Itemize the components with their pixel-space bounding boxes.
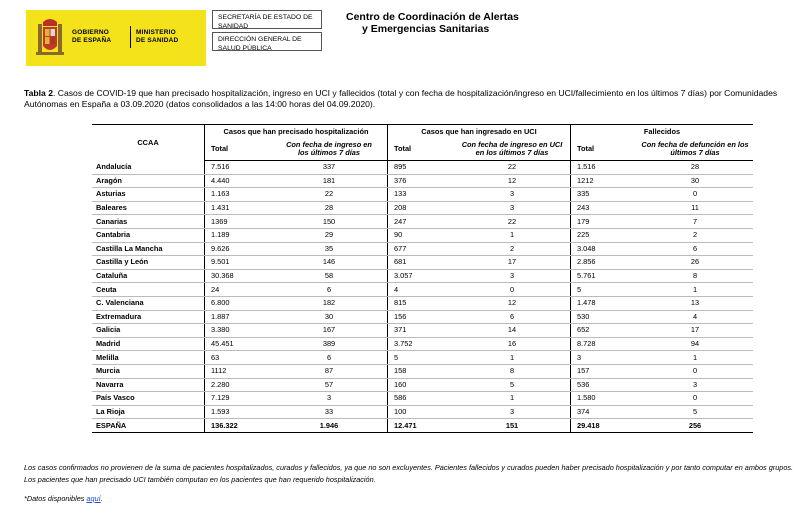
table-row bbox=[92, 256, 753, 270]
table-cell: 151 bbox=[454, 419, 571, 433]
table-cell: 179 bbox=[571, 215, 638, 229]
ccaa-name: Aragón bbox=[92, 174, 205, 188]
table-cell: 22 bbox=[454, 215, 571, 229]
table-cell: 1369 bbox=[205, 215, 272, 229]
table-cell: 3.048 bbox=[571, 242, 638, 256]
table-row bbox=[92, 215, 753, 229]
ccaa-name: C. Valenciana bbox=[92, 296, 205, 310]
table-cell: 1.946 bbox=[271, 419, 388, 433]
table-cell: 3 bbox=[454, 201, 571, 215]
ministerio-text: MINISTERIO DE SANIDAD bbox=[136, 29, 179, 44]
table-cell: 1.189 bbox=[205, 228, 272, 242]
ccaa-name: La Rioja bbox=[92, 405, 205, 419]
table-row bbox=[92, 201, 753, 215]
table-cell: 1 bbox=[454, 351, 571, 365]
header-fallecidos: Fallecidos bbox=[571, 125, 754, 139]
data-note: *Datos disponibles aquí. bbox=[24, 494, 103, 503]
table-cell: 133 bbox=[388, 188, 455, 202]
table-row bbox=[92, 364, 753, 378]
footnote: Los casos confirmados no provienen de la suma de pacientes hospitalizados, curados y fallecidos, ya que no son excluyentes. Pacientes fallecidos y curados pueden haber precisado hospitalización y por tanto computar en ambos grupos. Los pacientes que han precisado UCI también computan en los pacientes que han requerido hospitalización. bbox=[24, 463, 794, 484]
header-hospitalizacion: Casos que han precisado hospitalización bbox=[205, 125, 388, 139]
table-cell: 146 bbox=[271, 256, 388, 270]
ccaa-name: Cataluña bbox=[92, 269, 205, 283]
table-cell: 530 bbox=[571, 310, 638, 324]
table-cell: 3.380 bbox=[205, 324, 272, 338]
covid-table bbox=[92, 124, 753, 433]
table-cell: 30 bbox=[637, 174, 753, 188]
table-cell: 63 bbox=[205, 351, 272, 365]
table-cell: 16 bbox=[454, 337, 571, 351]
ccaa-name: Andalucía bbox=[92, 161, 205, 175]
table-cell: 12 bbox=[454, 296, 571, 310]
table-row bbox=[92, 269, 753, 283]
table-row bbox=[92, 228, 753, 242]
table-cell: 3.752 bbox=[388, 337, 455, 351]
table-cell: 6.800 bbox=[205, 296, 272, 310]
table-cell: 3 bbox=[454, 405, 571, 419]
table-cell: 389 bbox=[271, 337, 388, 351]
table-cell: 247 bbox=[388, 215, 455, 229]
table-cell: 87 bbox=[271, 364, 388, 378]
table-cell: 11 bbox=[637, 201, 753, 215]
table-cell: 1.887 bbox=[205, 310, 272, 324]
table-cell: 1.580 bbox=[571, 392, 638, 406]
table-cell: 0 bbox=[637, 188, 753, 202]
table-row bbox=[92, 351, 753, 365]
header-sub-uci: Con fecha de ingreso en UCI en los últimos 7 días bbox=[454, 138, 571, 161]
table-cell: 0 bbox=[454, 283, 571, 297]
table-cell: 652 bbox=[571, 324, 638, 338]
caption-label: Tabla 2 bbox=[24, 88, 53, 98]
table-cell: 208 bbox=[388, 201, 455, 215]
table-cell: 374 bbox=[571, 405, 638, 419]
table-cell: 94 bbox=[637, 337, 753, 351]
table-cell: 2 bbox=[637, 228, 753, 242]
table-cell: 3 bbox=[571, 351, 638, 365]
table-cell: 9.501 bbox=[205, 256, 272, 270]
table-cell: 8 bbox=[637, 269, 753, 283]
table-cell: 815 bbox=[388, 296, 455, 310]
table-cell: 2.856 bbox=[571, 256, 638, 270]
table-cell: 12.471 bbox=[388, 419, 455, 433]
table-cell: 6 bbox=[637, 242, 753, 256]
table-cell: 2 bbox=[454, 242, 571, 256]
table-cell: 26 bbox=[637, 256, 753, 270]
table-row bbox=[92, 324, 753, 338]
table-cell: 536 bbox=[571, 378, 638, 392]
table-cell: 1 bbox=[454, 392, 571, 406]
table-row bbox=[92, 188, 753, 202]
data-link[interactable]: aquí bbox=[86, 494, 101, 503]
table-cell: 5.761 bbox=[571, 269, 638, 283]
table-cell: 6 bbox=[271, 283, 388, 297]
ccaa-name: Navarra bbox=[92, 378, 205, 392]
table-cell: 7.516 bbox=[205, 161, 272, 175]
table-cell: 17 bbox=[454, 256, 571, 270]
table-cell: 157 bbox=[571, 364, 638, 378]
table-row bbox=[92, 337, 753, 351]
table-row bbox=[92, 392, 753, 406]
table-cell: 156 bbox=[388, 310, 455, 324]
table-cell: 0 bbox=[637, 392, 753, 406]
table-cell: 5 bbox=[637, 405, 753, 419]
table-cell: 586 bbox=[388, 392, 455, 406]
table-cell: 22 bbox=[271, 188, 388, 202]
table-cell: 30.368 bbox=[205, 269, 272, 283]
table-cell: 1.516 bbox=[571, 161, 638, 175]
table-cell: 225 bbox=[571, 228, 638, 242]
table-cell: 1.431 bbox=[205, 201, 272, 215]
table-cell: 8 bbox=[454, 364, 571, 378]
gobierno-logo bbox=[26, 10, 206, 66]
header-ccaa: CCAA bbox=[92, 125, 205, 161]
department-boxes bbox=[212, 10, 322, 51]
table-cell: 22 bbox=[454, 161, 571, 175]
table-cell: 4.440 bbox=[205, 174, 272, 188]
table-cell: 8.728 bbox=[571, 337, 638, 351]
ccaa-name: Madrid bbox=[92, 337, 205, 351]
table-cell: 28 bbox=[271, 201, 388, 215]
header-total: Total bbox=[388, 138, 455, 161]
table-cell: 45.451 bbox=[205, 337, 272, 351]
table-cell: 3 bbox=[454, 188, 571, 202]
table-cell: 30 bbox=[271, 310, 388, 324]
table-cell: 3 bbox=[454, 269, 571, 283]
header-sub-hosp: Con fecha de ingreso en los últimos 7 días bbox=[271, 138, 388, 161]
table-cell: 1.593 bbox=[205, 405, 272, 419]
table-cell: 12 bbox=[454, 174, 571, 188]
table-cell: 13 bbox=[637, 296, 753, 310]
table-row bbox=[92, 378, 753, 392]
table-cell: 3 bbox=[637, 378, 753, 392]
header-uci: Casos que han ingresado en UCI bbox=[388, 125, 571, 139]
direccion-box: DIRECCIÓN GENERAL DE SALUD PÚBLICA bbox=[212, 32, 322, 51]
table-cell: 14 bbox=[454, 324, 571, 338]
ccaa-name: Ceuta bbox=[92, 283, 205, 297]
total-label: ESPAÑA bbox=[92, 419, 205, 433]
table-cell: 158 bbox=[388, 364, 455, 378]
logo-divider bbox=[130, 26, 131, 48]
secretaria-box: SECRETARÍA DE ESTADO DE SANIDAD bbox=[212, 10, 322, 29]
table-cell: 376 bbox=[388, 174, 455, 188]
table-cell: 28 bbox=[637, 161, 753, 175]
table-row bbox=[92, 283, 753, 297]
table-cell: 3.057 bbox=[388, 269, 455, 283]
table-cell: 677 bbox=[388, 242, 455, 256]
table-cell: 1.478 bbox=[571, 296, 638, 310]
table-cell: 160 bbox=[388, 378, 455, 392]
gobierno-text: GOBIERNO DE ESPAÑA bbox=[72, 29, 112, 44]
table-caption bbox=[24, 88, 784, 110]
table-cell: 1 bbox=[637, 351, 753, 365]
table-cell: 3 bbox=[271, 392, 388, 406]
table-cell: 256 bbox=[637, 419, 753, 433]
ccaa-name: Canarias bbox=[92, 215, 205, 229]
ccaa-name: Melilla bbox=[92, 351, 205, 365]
table-row bbox=[92, 242, 753, 256]
header-total: Total bbox=[571, 138, 638, 161]
total-row bbox=[92, 419, 753, 433]
table-cell: 4 bbox=[388, 283, 455, 297]
table-cell: 895 bbox=[388, 161, 455, 175]
table-cell: 335 bbox=[571, 188, 638, 202]
ccaa-name: Castilla La Mancha bbox=[92, 242, 205, 256]
table-row bbox=[92, 405, 753, 419]
table-cell: 243 bbox=[571, 201, 638, 215]
table-cell: 181 bbox=[271, 174, 388, 188]
table-cell: 681 bbox=[388, 256, 455, 270]
table-row bbox=[92, 310, 753, 324]
table-cell: 35 bbox=[271, 242, 388, 256]
table-cell: 1212 bbox=[571, 174, 638, 188]
table-cell: 29 bbox=[271, 228, 388, 242]
table-row bbox=[92, 296, 753, 310]
center-title: Centro de Coordinación de Alertas y Emergencias Sanitarias bbox=[346, 11, 519, 35]
table-cell: 90 bbox=[388, 228, 455, 242]
ccaa-name: Galicia bbox=[92, 324, 205, 338]
table-cell: 33 bbox=[271, 405, 388, 419]
coat-of-arms-icon bbox=[36, 16, 64, 60]
table-cell: 337 bbox=[271, 161, 388, 175]
table-cell: 136.322 bbox=[205, 419, 272, 433]
table-cell: 0 bbox=[637, 364, 753, 378]
table-cell: 5 bbox=[571, 283, 638, 297]
table-cell: 2.280 bbox=[205, 378, 272, 392]
table-cell: 150 bbox=[271, 215, 388, 229]
table-cell: 1 bbox=[637, 283, 753, 297]
ccaa-name: Cantabria bbox=[92, 228, 205, 242]
table-cell: 100 bbox=[388, 405, 455, 419]
table-cell: 58 bbox=[271, 269, 388, 283]
table-cell: 7 bbox=[637, 215, 753, 229]
ccaa-name: Baleares bbox=[92, 201, 205, 215]
ccaa-name: País Vasco bbox=[92, 392, 205, 406]
table-cell: 1112 bbox=[205, 364, 272, 378]
ccaa-name: Extremadura bbox=[92, 310, 205, 324]
caption-text: . Casos de COVID-19 que han precisado hospitalización, ingreso en UCI y fallecidos (total y con fecha de hospitalización/ingreso en UCI/fallecimiento en los últimos 7 días) por Comunidades Autónomas en España a 03.09.2020 (datos consolidados a las 14:00 horas del 04.09.2020). bbox=[24, 88, 778, 109]
header-sub-fall: Con fecha de defunción en los últimos 7 días bbox=[637, 138, 753, 161]
table-cell: 6 bbox=[454, 310, 571, 324]
table-row bbox=[92, 161, 753, 175]
ccaa-name: Murcia bbox=[92, 364, 205, 378]
table-cell: 4 bbox=[637, 310, 753, 324]
table-cell: 5 bbox=[454, 378, 571, 392]
table-cell: 182 bbox=[271, 296, 388, 310]
table-cell: 6 bbox=[271, 351, 388, 365]
table-cell: 17 bbox=[637, 324, 753, 338]
table-cell: 9.626 bbox=[205, 242, 272, 256]
table-cell: 1 bbox=[454, 228, 571, 242]
header-total: Total bbox=[205, 138, 272, 161]
table-cell: 1.163 bbox=[205, 188, 272, 202]
ccaa-name: Asturias bbox=[92, 188, 205, 202]
ccaa-name: Castilla y León bbox=[92, 256, 205, 270]
table-row bbox=[92, 174, 753, 188]
table-cell: 371 bbox=[388, 324, 455, 338]
table-cell: 57 bbox=[271, 378, 388, 392]
table-cell: 24 bbox=[205, 283, 272, 297]
table-cell: 167 bbox=[271, 324, 388, 338]
table-cell: 7.129 bbox=[205, 392, 272, 406]
table-cell: 5 bbox=[388, 351, 455, 365]
table-cell: 29.418 bbox=[571, 419, 638, 433]
